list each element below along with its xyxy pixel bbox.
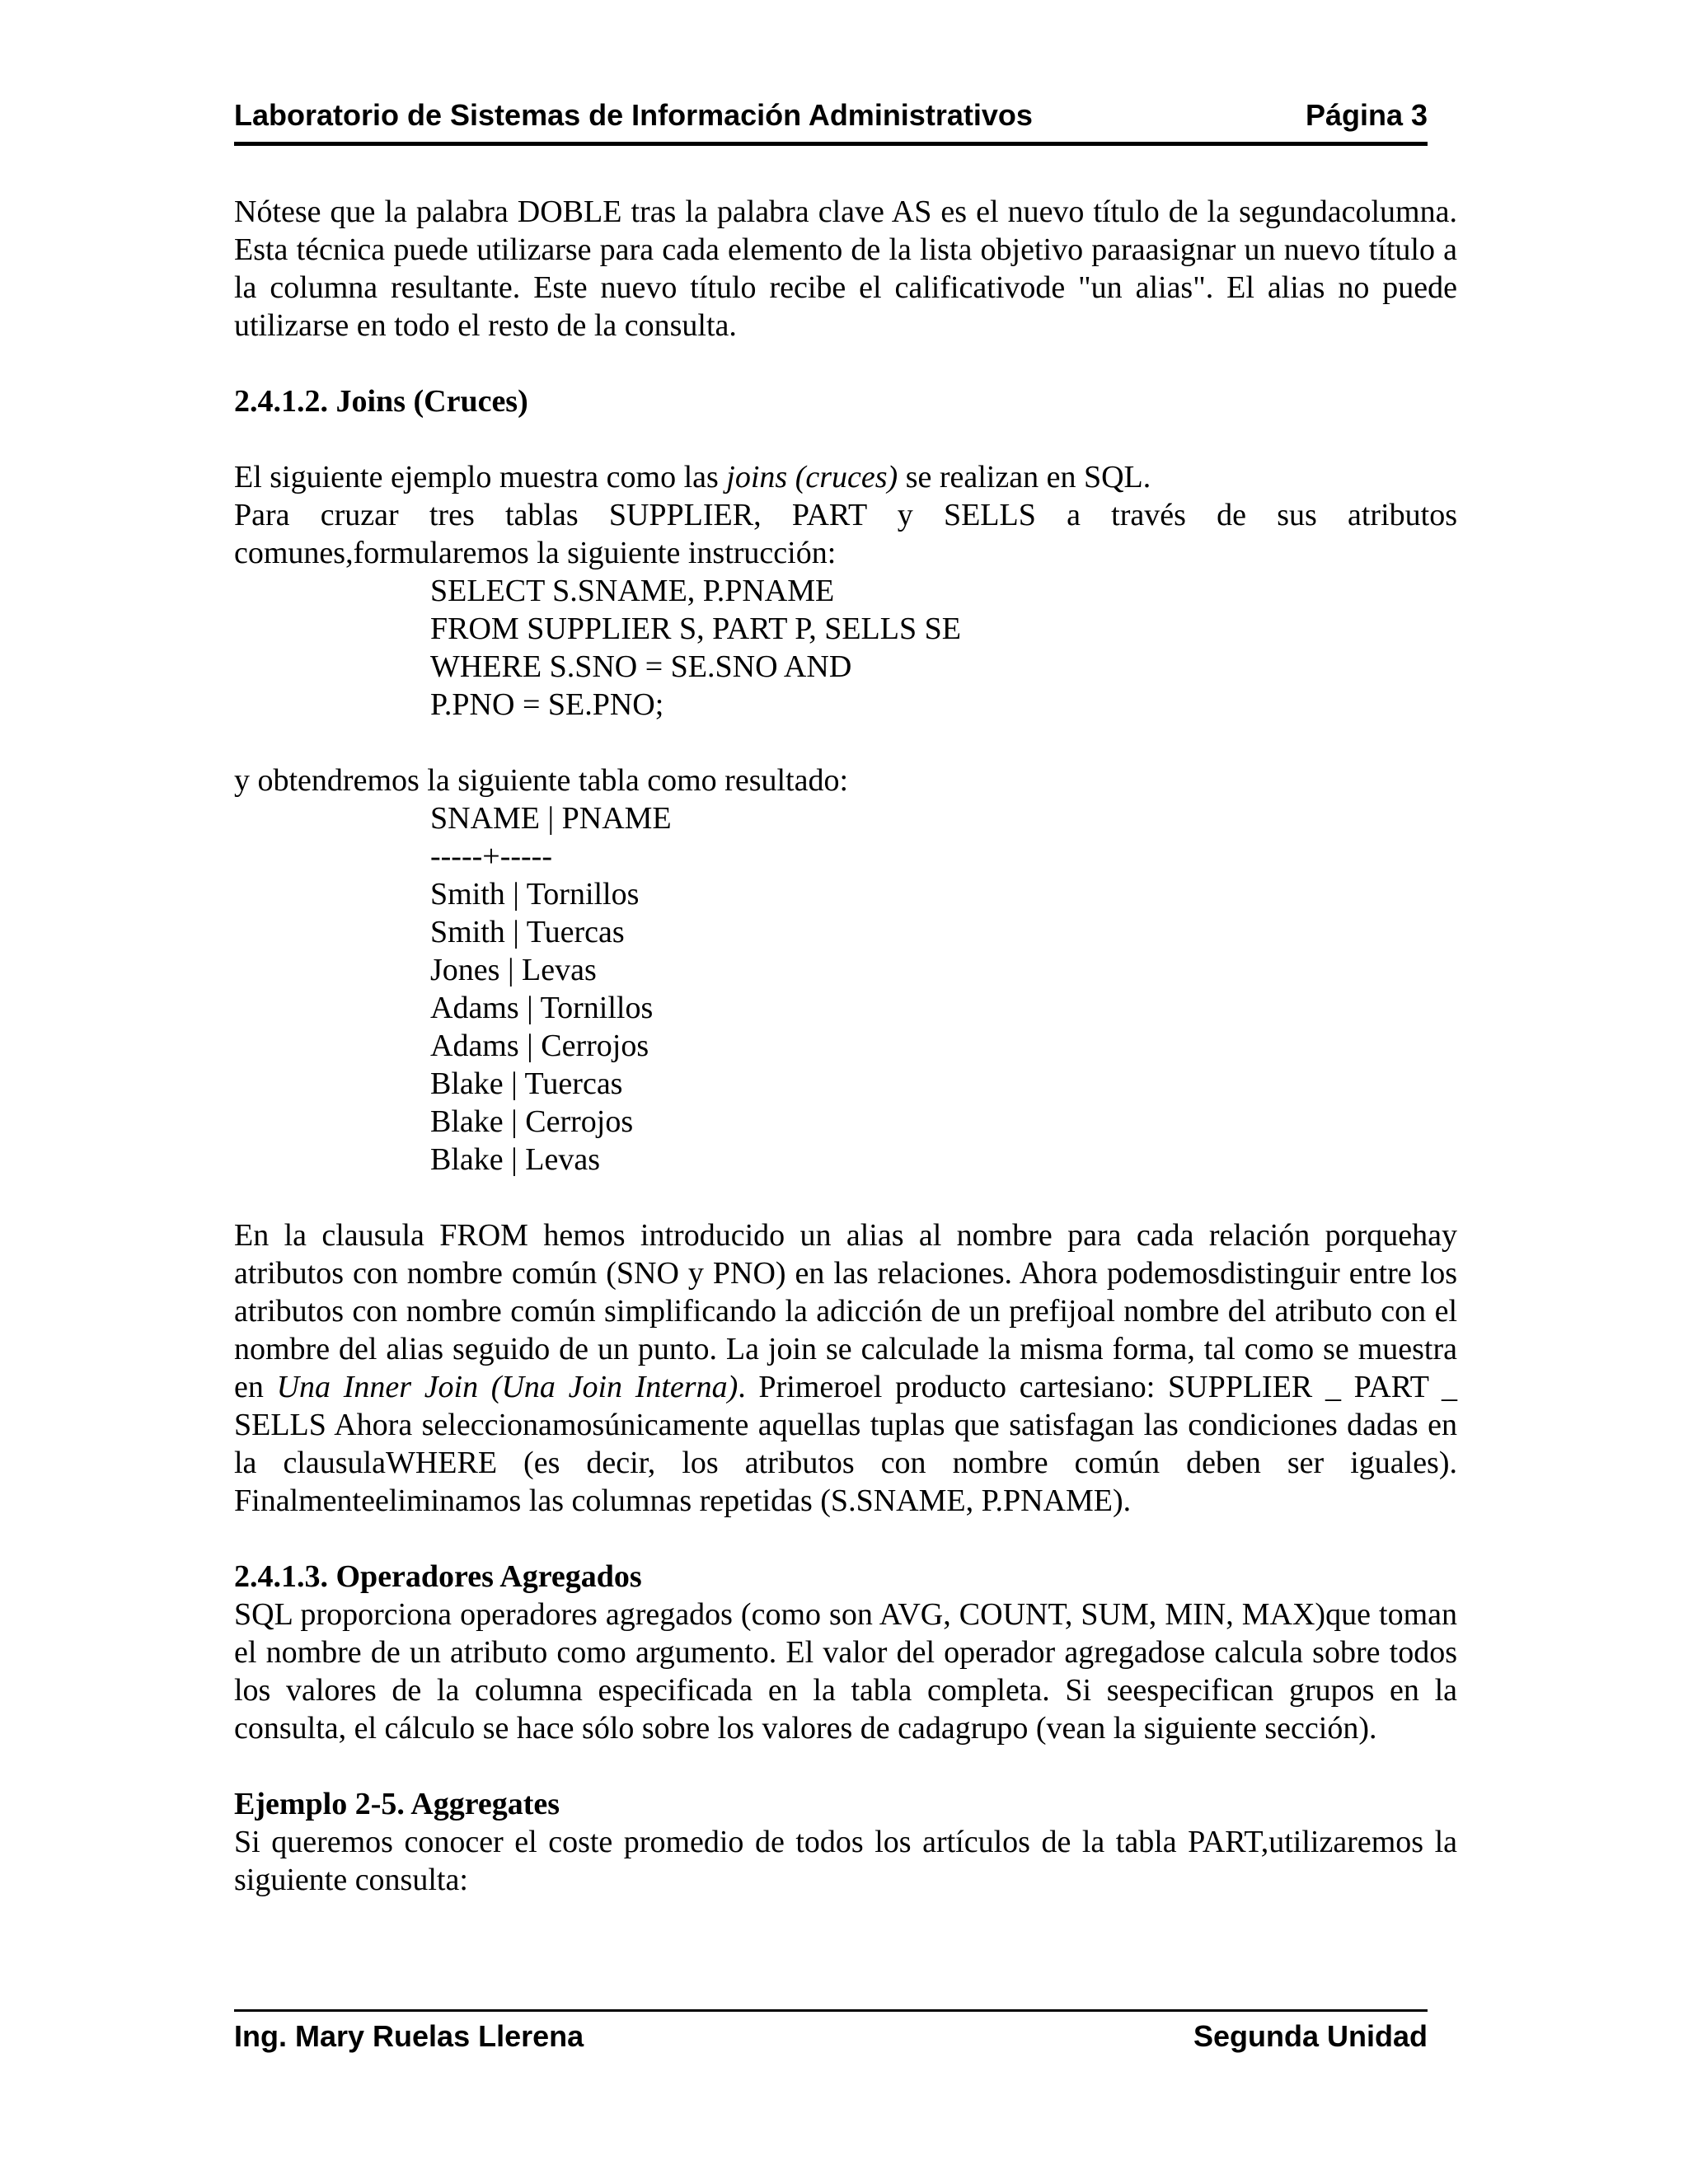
result-line: Adams | Cerrojos <box>430 1029 649 1063</box>
result-line: SNAME | PNAME <box>430 801 672 836</box>
footer-unit: Segunda Unidad <box>1193 2019 1428 2053</box>
text-span: El siguiente ejemplo muestra como las <box>234 460 727 494</box>
paragraph-result-intro: y obtendremos la siguiente tabla como resultado: <box>234 763 849 798</box>
document-body <box>234 193 1457 1899</box>
result-line: Jones | Levas <box>430 953 597 987</box>
emphasis-inner-join: Una Inner Join (Una Join Interna) <box>276 1370 738 1404</box>
paragraph-from-clause <box>234 1216 1457 1520</box>
footer-author: Ing. Mary Ruelas Llerena <box>234 2019 584 2053</box>
heading-example: Ejemplo 2-5. Aggregates <box>234 1787 560 1821</box>
text-span: se realizan en SQL. <box>898 460 1151 494</box>
result-line: -----+----- <box>430 839 552 874</box>
result-line: Adams | Tornillos <box>430 991 654 1025</box>
paragraph-joins-intro <box>234 458 1457 496</box>
result-line: Smith | Tuercas <box>430 915 625 949</box>
sql-query <box>234 572 1457 724</box>
result-table <box>234 799 1457 1179</box>
emphasis-joins: joins (cruces) <box>726 460 898 494</box>
result-line: Blake | Levas <box>430 1142 600 1177</box>
page-footer <box>234 2009 1428 2064</box>
header-title: Laboratorio de Sistemas de Información Administrativos <box>234 98 1033 132</box>
result-line: Smith | Tornillos <box>430 877 640 912</box>
sql-line: WHERE S.SNO = SE.SNO AND <box>430 649 852 684</box>
paragraph-example: Si queremos conocer el coste promedio de todos los artículos de la tabla PART,utilizaremos la siguiente consulta: <box>234 1825 1457 1897</box>
sql-line: P.PNO = SE.PNO; <box>430 687 664 722</box>
paragraph-aggregates: SQL proporciona operadores agregados (como son AVG, COUNT, SUM, MIN, MAX)que toman el nombre de un atributo como argumento. El valor del operador agregadose calcula sobre todos los valores de la columna especificada en la tabla completa. Si seespecifican grupos en la consulta, el cálculo se hace sólo sobre los valores de cadagrupo (vean la siguiente sección). <box>234 1597 1457 1746</box>
sql-line: SELECT S.SNAME, P.PNAME <box>430 574 835 608</box>
paragraph-cross-tables: Para cruzar tres tablas SUPPLIER, PART y SELLS a través de sus atributos comunes,formularemos la siguiente instrucción: <box>234 498 1457 570</box>
text-span: . Primeroel producto cartesiano: SUPPLIER _ PART _ SELLS Ahora seleccionamosúnicamente aquellas tuplas que satisfagan las condiciones dadas en la clausulaWHERE (es decir, los atributos con nombre común deben ser iguales). Finalmenteeliminamos las columnas repetidas (S.SNAME, P.PNAME). <box>234 1370 1458 1518</box>
sql-line: FROM SUPPLIER S, PART P, SELLS SE <box>430 612 961 646</box>
header-page-number: Página 3 <box>1305 98 1428 132</box>
heading-joins: 2.4.1.2. Joins (Cruces) <box>234 384 528 419</box>
result-line: Blake | Cerrojos <box>430 1104 634 1139</box>
text-span: En la clausula FROM hemos introducido un alias al nombre para cada relación porquehay atributos con nombre común (SNO y PNO) en las relaciones. Ahora podemosdistinguir entre los atributos con nombre común simplificando la adicción de un prefijoal nombre del atributo con el nombre del alias seguido de un punto. La join se calculade la misma forma, tal como se muestra en <box>234 1218 1457 1404</box>
page-header <box>234 97 1428 146</box>
heading-aggregates: 2.4.1.3. Operadores Agregados <box>234 1559 642 1594</box>
result-line: Blake | Tuercas <box>430 1066 623 1101</box>
paragraph-alias: Nótese que la palabra DOBLE tras la palabra clave AS es el nuevo título de la segundacolumna. Esta técnica puede utilizarse para cada elemento de la lista objetivo paraasignar un nuevo título a la columna resultante. Este nuevo título recibe el calificativode "un alias". El alias no puede utilizarse en todo el resto de la consulta. <box>234 194 1457 343</box>
